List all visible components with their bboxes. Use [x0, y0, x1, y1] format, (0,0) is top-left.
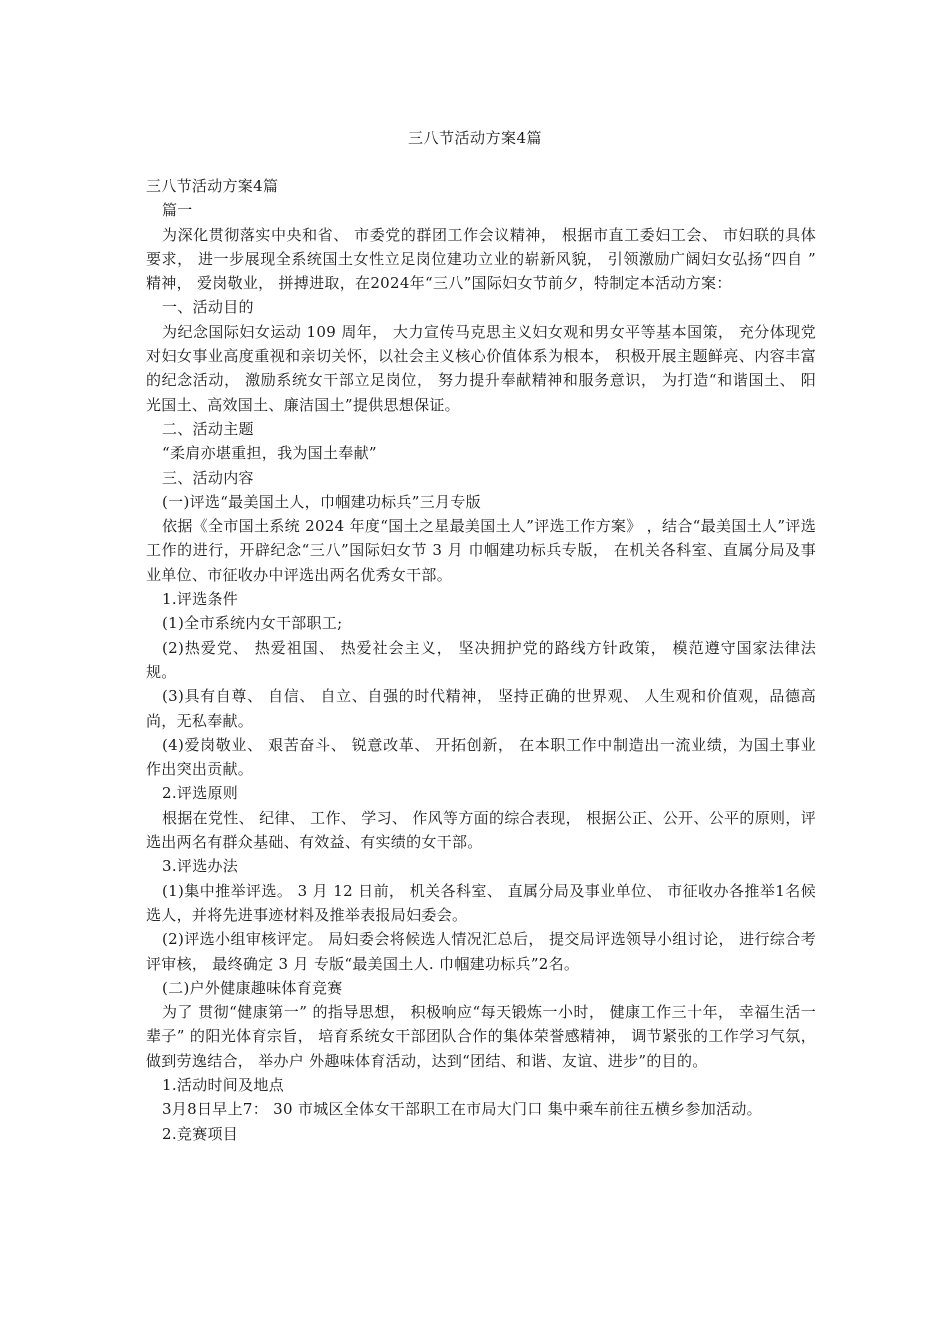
paragraph: (1)全市系统内女干部职工; — [162, 614, 343, 633]
paragraph: (一)评选“最美国土人，巾帼建功标兵”三月专版 — [162, 492, 481, 511]
paragraph: 3月8日早上7： 30 市城区全体女干部职工在市局大门口 集中乘车前往五横乡参加活动。 — [162, 1100, 762, 1119]
paragraph: 三、活动内容 — [162, 468, 254, 487]
paragraph: 为了 贯彻“健康第一” 的指导思想， 积极响应“每天锻炼一小时， 健康工作三十年， 幸福生活一辈子” 的阳光体育宗旨， 培育系统女干部团队合作的集体荣誉感精神， 调节紧张的工作学习气氛， 做到劳逸结合， 举办户 外趣味体育活动，达到“团结、和谐、友谊、进步”的目的。 — [146, 1003, 816, 1070]
paragraph: (2)热爱党、 热爱祖国、 热爱社会主义， 坚决拥护党的路线方针政策， 模范遵守国家法律法规。 — [146, 638, 816, 681]
paragraph: 3.评选办法 — [162, 857, 239, 876]
paragraph: 根据在党性、 纪律、 工作、 学习、 作风等方面的综合表现， 根据公正、公开、公平的原则，评选出两名有群众基础、有效益、有实绩的女干部。 — [146, 808, 816, 852]
paragraph: 为深化贯彻落实中央和省、 市委党的群团工作会议精神， 根据市直工委妇工会、 市妇联的具体要求， 进一步展现全系统国土女性立足岗位建功立业的崭新风貌， 引领激励广阔妇女弘扬“四自 ” 精神， 爱岗敬业， 拼搏进取，在2024年“三八”国际妇女节前夕，特制定本活动方案： — [146, 225, 816, 293]
paragraph: (3)具有自尊、 自信、 自立、自强的时代精神， 坚持正确的世界观、 人生观和价值观，品德高尚，无私奉献。 — [146, 687, 816, 730]
paragraph: 篇一 — [162, 201, 193, 220]
paragraph: (2)评选小组审核评定。 局妇委会将候选人情况汇总后， 提交局评选领导小组讨论， 进行综合考评审核， 最终确定 3 月 专版“最美国土人. 巾帼建功标兵”2名。 — [146, 930, 816, 973]
document-body — [146, 174, 816, 1146]
paragraph: 二、活动主题 — [162, 419, 254, 438]
paragraph: (4)爱岗敬业、 艰苦奋斗、 锐意改革、 开拓创新， 在本职工作中制造出一流业绩，为国土事业作出突出贡献。 — [146, 735, 816, 779]
paragraph: “柔肩亦堪重担，我为国土奉献” — [162, 444, 377, 463]
paragraph: 1.活动时间及地点 — [162, 1075, 285, 1094]
paragraph: 依据《全市国土系统 2024 年度“国土之星最美国土人”评选工作方案》 ，结合“最美国土人”评选工作的进行，开辟纪念“三八”国际妇女节 3 月 巾帼建功标兵专版， 在机关各科室、直属分局及事业单位、市征收办中评选出两名优秀女干部。 — [146, 517, 816, 584]
paragraph: (1)集中推举评选。 3 月 12 日前， 机关各科室、 直属分局及事业单位、 市征收办各推举1名候选人，并将先进事迹材料及推举表报局妇委会。 — [146, 881, 816, 924]
paragraph: 三八节活动方案4篇 — [146, 177, 279, 195]
document-title: 三八节活动方案4篇 — [407, 129, 543, 147]
paragraph: 一、活动目的 — [162, 298, 254, 317]
paragraph: (二)户外健康趣味体育竞赛 — [162, 978, 343, 997]
paragraph: 1.评选条件 — [162, 590, 239, 609]
paragraph: 2.竞赛项目 — [162, 1124, 239, 1143]
paragraph: 2.评选原则 — [162, 784, 239, 803]
paragraph: 为纪念国际妇女运动 109 周年， 大力宣传马克思主义妇女观和男女平等基本国策， 充分体现党对妇女事业高度重视和亲切关怀，以社会主义核心价值体系为根本， 积极开展主题鲜亮、内容丰富的纪念活动， 激励系统女干部立足岗位， 努力提升奉献精神和服务意识， 为打造“和谐国土、 阳光国土、高效国土、廉洁国土”提供思想保证。 — [146, 322, 816, 414]
